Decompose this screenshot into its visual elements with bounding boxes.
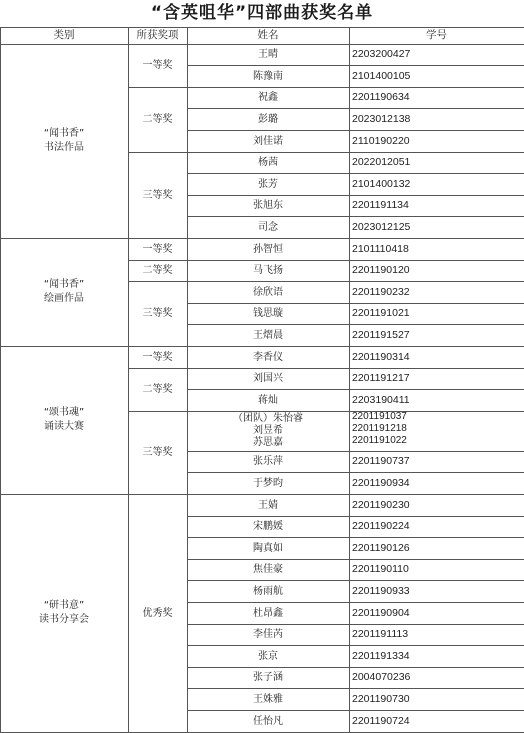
winner-name: 马飞扬 (187, 260, 349, 282)
student-id: 2201190230 (349, 494, 524, 516)
winner-name (187, 411, 349, 451)
category-name-line: 书法作品 (44, 141, 84, 155)
award-level: 三等奖 (128, 282, 187, 347)
award-level: 一等奖 (128, 44, 187, 87)
winner-name: 祝鑫 (187, 87, 349, 109)
student-id: 2023012125 (349, 217, 524, 239)
student-id: 2203190411 (349, 390, 524, 412)
category-name-line: “闻书香” (44, 278, 84, 292)
student-id: 2201191021 (349, 303, 524, 325)
winner-name: 刘国兴 (187, 368, 349, 390)
student-id: 2201190904 (349, 602, 524, 624)
winner-name: 徐欣语 (187, 282, 349, 304)
student-id: 2201190110 (349, 559, 524, 581)
student-id: 2201190934 (349, 473, 524, 495)
student-id: 2201190314 (349, 346, 524, 368)
winner-name: 孙智恒 (187, 238, 349, 260)
student-id: 2201190224 (349, 516, 524, 538)
student-id: 2203200427 (349, 44, 524, 66)
student-id: 2201190737 (349, 451, 524, 473)
award-level: 二等奖 (128, 260, 187, 282)
winner-name: 彭璐 (187, 109, 349, 131)
category-name-line: 读书分享会 (39, 613, 89, 627)
student-id: 2101400105 (349, 66, 524, 88)
category-name-line: 诵读大赛 (44, 420, 84, 434)
table-rule (128, 27, 129, 732)
award-level: 三等奖 (128, 152, 187, 238)
winner-name: 王姝雅 (187, 689, 349, 711)
student-id: 2110190220 (349, 130, 524, 152)
winner-name: 焦佳豪 (187, 559, 349, 581)
student-id: 2201190232 (349, 282, 524, 304)
category-name (0, 346, 128, 494)
winner-name: 司念 (187, 217, 349, 239)
student-id: 2201191217 (349, 368, 524, 390)
student-id: 2201190120 (349, 260, 524, 282)
award-level: 一等奖 (128, 346, 187, 368)
table-rule (128, 732, 187, 733)
winner-name: 于梦昀 (187, 473, 349, 495)
award-level: 二等奖 (128, 87, 187, 152)
winner-name: 李香仪 (187, 346, 349, 368)
winner-name: 张乐萍 (187, 451, 349, 473)
winner-name: 陈豫南 (187, 66, 349, 88)
winner-name: 宋鹏媛 (187, 516, 349, 538)
winner-name: 王婧 (187, 494, 349, 516)
winner-name: 王晴 (187, 44, 349, 66)
student-id-line: 2201191218 (352, 423, 407, 435)
student-id: 2023012138 (349, 109, 524, 131)
table-rule (0, 732, 128, 733)
winner-name: 张芳 (187, 174, 349, 196)
header-name: 姓名 (187, 27, 349, 44)
winner-name-line: 刘昱希 (253, 425, 283, 437)
winner-name: 杨茜 (187, 152, 349, 174)
category-name-line: “闻书香” (44, 127, 84, 141)
winner-name: 蒋灿 (187, 390, 349, 412)
winner-name: 钱思璇 (187, 303, 349, 325)
student-id: 2101400132 (349, 174, 524, 196)
winner-name-line: 苏思嘉 (253, 437, 283, 449)
winner-name: 张旭东 (187, 195, 349, 217)
table-rule (0, 27, 1, 732)
winner-name: 刘佳诺 (187, 130, 349, 152)
table-rule (349, 27, 350, 732)
winner-name-line: （团队）朱怡睿 (233, 413, 303, 425)
winner-name: 任怡凡 (187, 710, 349, 732)
award-level: 三等奖 (128, 411, 187, 494)
award-level: 优秀奖 (128, 494, 187, 732)
student-id-line: 2201191037 (352, 411, 407, 423)
table-rule (187, 732, 524, 733)
header-student-id: 学号 (349, 27, 524, 44)
student-id: 2201190724 (349, 710, 524, 732)
header-category: 类别 (0, 27, 128, 44)
header-award: 所获奖项 (128, 27, 187, 44)
winner-name: 王熠晨 (187, 325, 349, 347)
student-id: 2004070236 (349, 667, 524, 689)
category-name-line: “研书意” (44, 599, 84, 613)
student-id (349, 411, 524, 451)
student-id: 2201191113 (349, 624, 524, 646)
student-id: 2201190126 (349, 538, 524, 560)
category-name (0, 238, 128, 346)
category-name (0, 494, 128, 732)
student-id: 2201191334 (349, 646, 524, 668)
student-id: 2022012051 (349, 152, 524, 174)
winner-name: 杨雨航 (187, 581, 349, 603)
award-level: 一等奖 (128, 238, 187, 260)
student-id: 2201191527 (349, 325, 524, 347)
student-id: 2201190730 (349, 689, 524, 711)
page-title: “含英咀华”四部曲获奖名单 (0, 0, 524, 26)
student-id: 2201191134 (349, 195, 524, 217)
category-name (0, 44, 128, 238)
winner-name: 李佳芮 (187, 624, 349, 646)
winner-name: 陶真如 (187, 538, 349, 560)
student-id: 2201190634 (349, 87, 524, 109)
category-name-line: 绘画作品 (44, 292, 84, 306)
category-name-line: “颂书魂” (44, 406, 84, 420)
table-rule (0, 27, 524, 28)
student-id-line: 2201191022 (352, 435, 407, 447)
table-rule (187, 27, 188, 732)
winner-name: 张京 (187, 646, 349, 668)
student-id: 2101110418 (349, 238, 524, 260)
student-id: 2201190933 (349, 581, 524, 603)
winner-name: 张子涵 (187, 667, 349, 689)
award-level: 二等奖 (128, 368, 187, 411)
winner-name: 杜昂鑫 (187, 602, 349, 624)
